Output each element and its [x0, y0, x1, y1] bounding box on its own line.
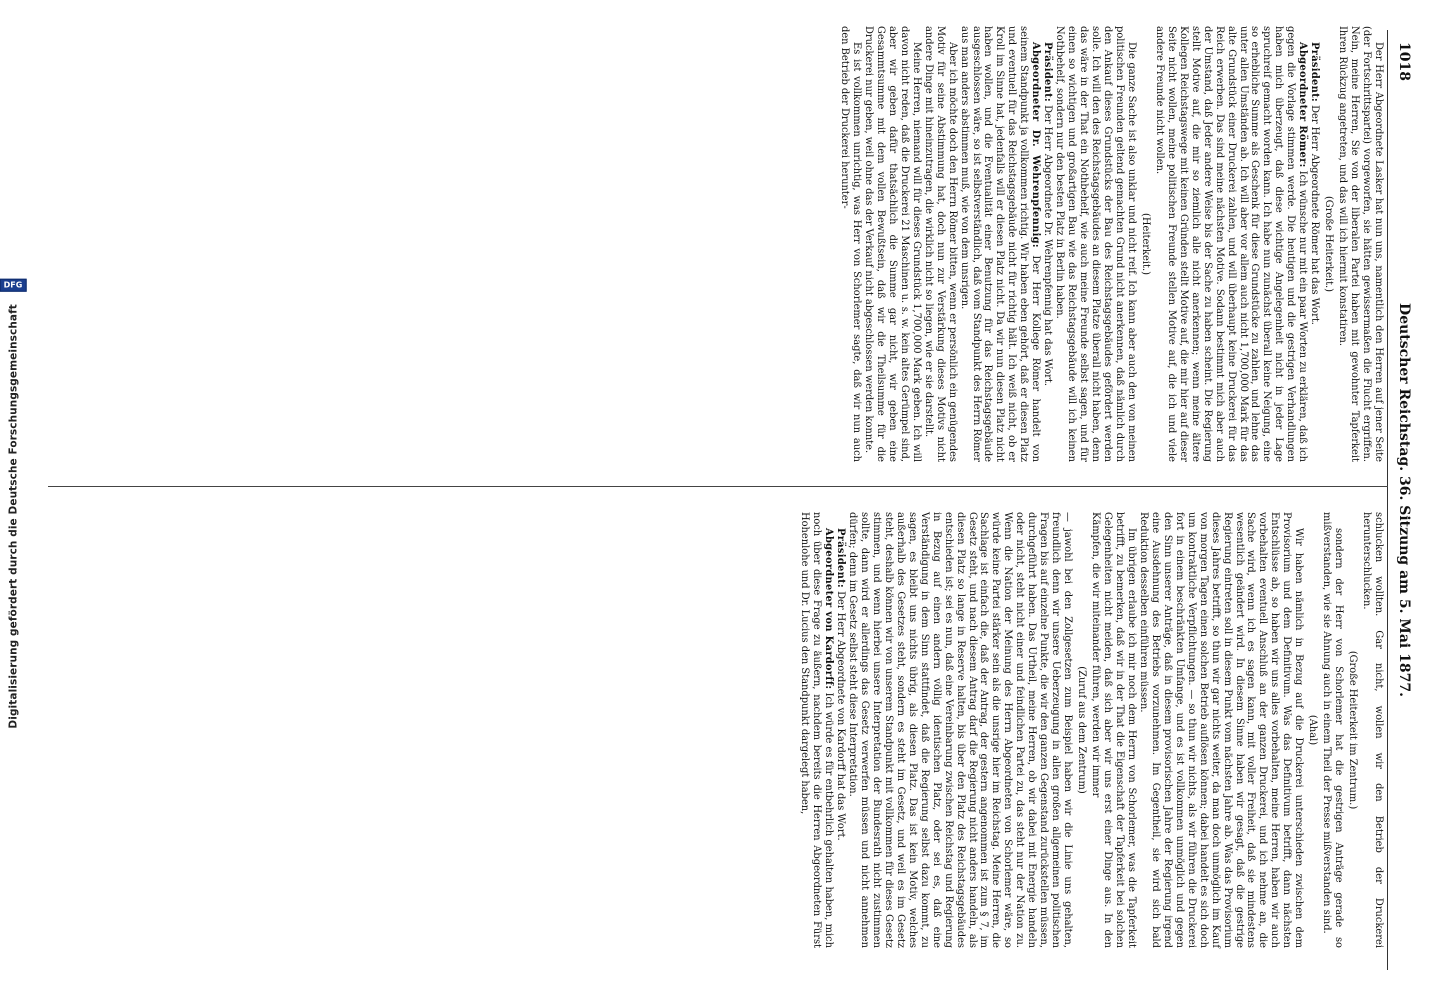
- stage-direction: (Heiterkeit.): [1139, 213, 1151, 275]
- paragraph-text: Der Herr Kollege Römer handelt von seinem Standpunkt ja vollkommen richtig. Wir haben eben gehört, daß er diesen Platz und eventuell für das Reichstagsgebäude nicht für richtig hält. Ich weiß nicht, ob er Kroll im Sinne hat, jedenfalls will er diesen Platz nicht. Da wir nun diesen Platz nicht haben wollen, und die Eventualität einer Benutzung für das Reichstagsgebäude ausgeschlossen wäre, so ist selbstverständlich, daß vom Standpunkt des Herrn Römer aus man anders abstimmen muß, wie von dem unsrigen.: [958, 26, 1042, 462]
- speaker-name: Präsident:: [835, 528, 847, 588]
- credit-text: Digitalisierung gefördert durch die Deutsche Forschungsgemeinschaft: [7, 304, 19, 729]
- paragraph: [834, 512, 846, 948]
- paragraph: [1360, 512, 1384, 948]
- paragraph: [1041, 26, 1053, 462]
- paragraph-text: Aber ich möchte doch den Herrn Römer bitten, wenn er persönlich ein genügendes Motiv für seine Abstimmung hat, doch nun zur Verstärkung dieses Motivs nicht andere Dinge mit hineinzutragen, die wirklich nicht so liegen, wie er sie darstellt.: [922, 26, 958, 462]
- paragraph-text: Der Herr Abgeordnete Lasker hat nun uns, namentlich den Herren auf jener Seite (der Fortschrittspartei) vorgeworfen, sie hätten gewissermaßen die Flucht ergriffen. Nein, meine Herren, Sie von der liberalen Partei haben mit gewohnter Tapferkeit Ihren Rückzug angetreten, und das will ich hiermit konstatiren.: [1337, 26, 1384, 462]
- left-column: [48, 26, 1384, 462]
- stage-direction: (Große Heiterkeit.): [1323, 195, 1335, 293]
- header-rule: [1387, 30, 1388, 970]
- digitization-credit: [0, 0, 26, 1000]
- paragraph-text: sondern der Herr von Schorlemer hat die gestrigen Anträge gerade so mißverstanden, wie sie Ahnung auch in einem Theil der Presse mißverstanden sind.: [1321, 512, 1345, 948]
- paragraph: [1089, 512, 1137, 948]
- paragraph-text: Der Herr Abgeordnete Römer hat das Wort.: [1309, 105, 1321, 325]
- paragraph-text: Der Herr Abgeordnete von Kardorff hat das Wort.: [835, 591, 847, 841]
- stage-direction: (Zuruf aus dem Zentrum): [1076, 666, 1088, 794]
- paragraph-text: Wir haben nämlich in Bezug auf die Druckerei unterschieden zwischen dem Provisorium und dem Definitivum. Was das Definitivum betrifft, dann nächsten Entschlüsse ab, so haben wir uns alles vorbehalten, meine Herren, haben wir auch vorbehalten eventuell Anschluß an der ganzen Druckerei, und ich nehme an, die Sache wird, wenn ich es sagen kann, mit voller Freiheit, daß sie mindestens wesentlich geändert wird. In diesem Sinne haben wir gesagt, daß die gestrige Regierung eintreten soll in diesem Punkt vom nächsten Jahre ab. Was das Provisorium dieses Jahres betrifft, so thun wir gar nichts weiter, da man doch unmöglich im Kauf von morgen Tagen einen solchen Betrieb auflösen können; dabei handelt es sich doch um kontraktliche Verpflichtungen. — so thun wir nichts, als wir führen die Druckerei fort in einem beschränkten Umfange, und es ist vollkommen unmöglich und gegen den Sinn unserer Anträge, daß in diesem provisorischen Jahre der Regierung irgend eine Ausdehnung des Betriebs vorzunehmen. Im Gegentheil, sie wird sich bald Reduktion desselben einführen müssen.: [1137, 512, 1305, 948]
- speaker-name: Abgeordneter von Kardorff:: [823, 528, 835, 690]
- speaker-name: Abgeordneter Römer:: [1297, 42, 1309, 168]
- paragraph: [838, 26, 862, 462]
- scanned-page: [28, 0, 1432, 1000]
- page-number: 1018: [1396, 42, 1412, 81]
- column-divider: [48, 486, 1388, 487]
- paragraph: [798, 512, 834, 948]
- speaker-name: Abgeordneter Dr. Wehrenpfennig:: [1030, 42, 1042, 248]
- paragraph-text: Der Herr Abgeordnete Dr. Wehrenpfennig hat das Wort.: [1042, 105, 1054, 386]
- paragraph: [1308, 26, 1320, 462]
- page-content: [28, 0, 1432, 1000]
- speaker-name: Präsident:: [1309, 42, 1321, 102]
- stage-direction: (Ahal): [1307, 714, 1319, 746]
- running-title: Deutscher Reichstag. 36. Sitzung am 5. Mai 1877.: [1396, 303, 1412, 697]
- paragraph-text: — jawohl bei den Zollgesetzen zum Beispiel haben wir die Linie uns gehalten, freundlich denn wir unsere Ueberzeugung in allen großen allgemeinen politischen Fragen bis auf einzelne Punkte, die wir den ganzen Gegenstand zurückstellen müssen, durchgeführt haben. Das Urtheil, meine Herren, ob wir dabei mit Energie handeln oder nicht, steht nicht einer und feindlichen Partei zu, das steht nur der Nation zu. Wenn die Nation der Meinung des Herrn Abgeordneten von Schorlemer wäre, so würde keine Partei stärker sein als die unsrige hier im Reichstag. Meine Herren, die Sachlage ist einfach die, daß der Antrag, der gestern angenommen ist zum § 7, im Gesetz steht, und nach diesem Antrag darf die Regierung nicht anders handeln, als diesen Platz so lange in Reserve halten, bis über den Platz des Reichstagsgebäudes entschieden ist; sei es nun, daß eine Vereinbarung zwischen Reichstag und Regierung in Bezug auf einen andern völlig identischen Platz, oder sei es, daß eine Verständigung in dem Sinn stattfindet, daß die Regierung selbst dazu kommt, zu sagen, es bleibt uns nichts übrig, als diesen Platz. Das ist kein Motiv, welches außerhalb des Gesetzes steht, sondern es steht im Gesetz, und weil es im Gesetz steht, deshalb können wir von unserem Standpunkt mit vollkommen für dieses Gesetz stimmen, und wenn hierbei unsere Interpretation der Bundesrath nicht zustimmen sollte, dann wird er allerdings das Gesetz verwerfen müssen und nicht annehmen dürfen; denn im Gesetz selbst steht diese Interpretation.: [847, 512, 1074, 948]
- paragraph: [862, 26, 922, 462]
- paragraph: [1336, 26, 1384, 462]
- stage-direction: (Große Heiterkeit im Zentrum.): [1347, 650, 1359, 810]
- paragraph-text: schlucken wollten. Gar nicht, wollen wir den Betrieb der Druckerei herunterschlucken.: [1361, 512, 1384, 948]
- speaker-name: Präsident:: [1042, 42, 1054, 102]
- paragraph-text: Es ist vollkommen unrichtig, was Herr von Schorlemer sagte, daß wir nun auch den Betrieb der Druckerei herunter-: [839, 26, 863, 462]
- paragraph: [1053, 26, 1137, 462]
- paragraph: [958, 26, 1042, 462]
- paragraph-text: Ich wünsche nur mit ein paar Worten zu erklären, daß ich gegen die Vorlage stimmen werde. Die heutigen und die gestrigen Verhandlungen haben mich überzeugt, daß diese wichtige Angelegenheit nicht in jeder Lage spruchreif gemacht worden kann. Ich habe nun zunächst überall keine Neigung, eine so erhebliche Summe als Geschenk für diese Grundstücke zu zahlen, und lehne das unter allen Umständen ab. Ich will aber vor allem auch nicht 1,700,000 Mark für das alte Grundstück einer Druckerei zahlen, und will überhaupt keine Druckerei für das Reich erwerben. Das sind meine nächsten Motive. Sodann bestimmt mich aber auch der Umstand, daß Jeder andere Weise bis der Sache zu haben scheint. Die Regierung stellt Motive auf, die mir so ziemlich alle nicht anerkennen; wenn meine ältere Kollegen Reichstagswege mit keinen Gründen stellt Motive auf, die mir hier auf dieser Seite nicht wollen, meine politischen Freunde stellen Motive auf, die ich und viele andere Freunde nicht wollen.: [1153, 26, 1309, 463]
- paragraph: [922, 26, 958, 462]
- paragraph: [846, 512, 1073, 948]
- paragraph: [1153, 26, 1308, 462]
- page-header: [1390, 0, 1420, 1000]
- dfg-logo: DFG: [0, 278, 26, 291]
- paragraph-text: Im übrigen erlaube ich mir noch dem Herrn von Schorlemer, was die Tapferkeit betrifft, zu bemerken, daß wir in der That die Eigenschaft der Tapferkeit bei solchen Gelegenheiten nicht meiden, daß sich aber wir uns erst einer Dinge aus. In den Kämpfen, die wir miteinander führen, werden wir immer: [1090, 512, 1137, 948]
- paragraph: [1137, 512, 1304, 948]
- paragraph-text: Ich würde es für entbehrlich gehalten haben, mich noch über diese Frage zu äußern, nachdem bereits die Herren Abgeordneten Fürst Hohenlohe und Dr. Lucius den Standpunkt dargelegt haben,: [799, 512, 835, 948]
- paragraph-text: Meine Herren, niemand will für dieses Grundstück 1,700,000 Mark geben. Ich will davon nicht reden, daß die Druckerei 21 Maschinen u. s. w. kein altes Gerümpel sind, aber wir geben dafür thatsächlich die Summe gar nicht, wir geben eine Gesammtsumme mit dem vollen Bewußtsein, daß wir die Theilsumme für die Druckerei nur geben, weil ohne das der Verkauf nicht abgeschlossen werden konnte.: [862, 26, 922, 462]
- paragraph-text: Die ganze Sache ist also unklar und nicht reif. Ich kann aber auch den von meinen politischen Freunden geltend gemachten Grund nicht anerkennen, daß nämlich durch den Ankauf dieses Grundstücks der Bau des Reichstagsgebäudes gefördert werden solle. Ich will den des Reichstagsgebäudes an diesem Platze überall nicht haben, denn das wäre in der That ein Nothbehelf, wie auch meine Freunde selbst sagen, und für einen so wichtigen und großartigen Bau wie das Reichstagsgebäude will ich keinen Nothbehelf, sondern nur den besten Platz in Berlin haben.: [1054, 26, 1137, 462]
- paragraph: [1320, 512, 1344, 948]
- right-column: [48, 512, 1384, 948]
